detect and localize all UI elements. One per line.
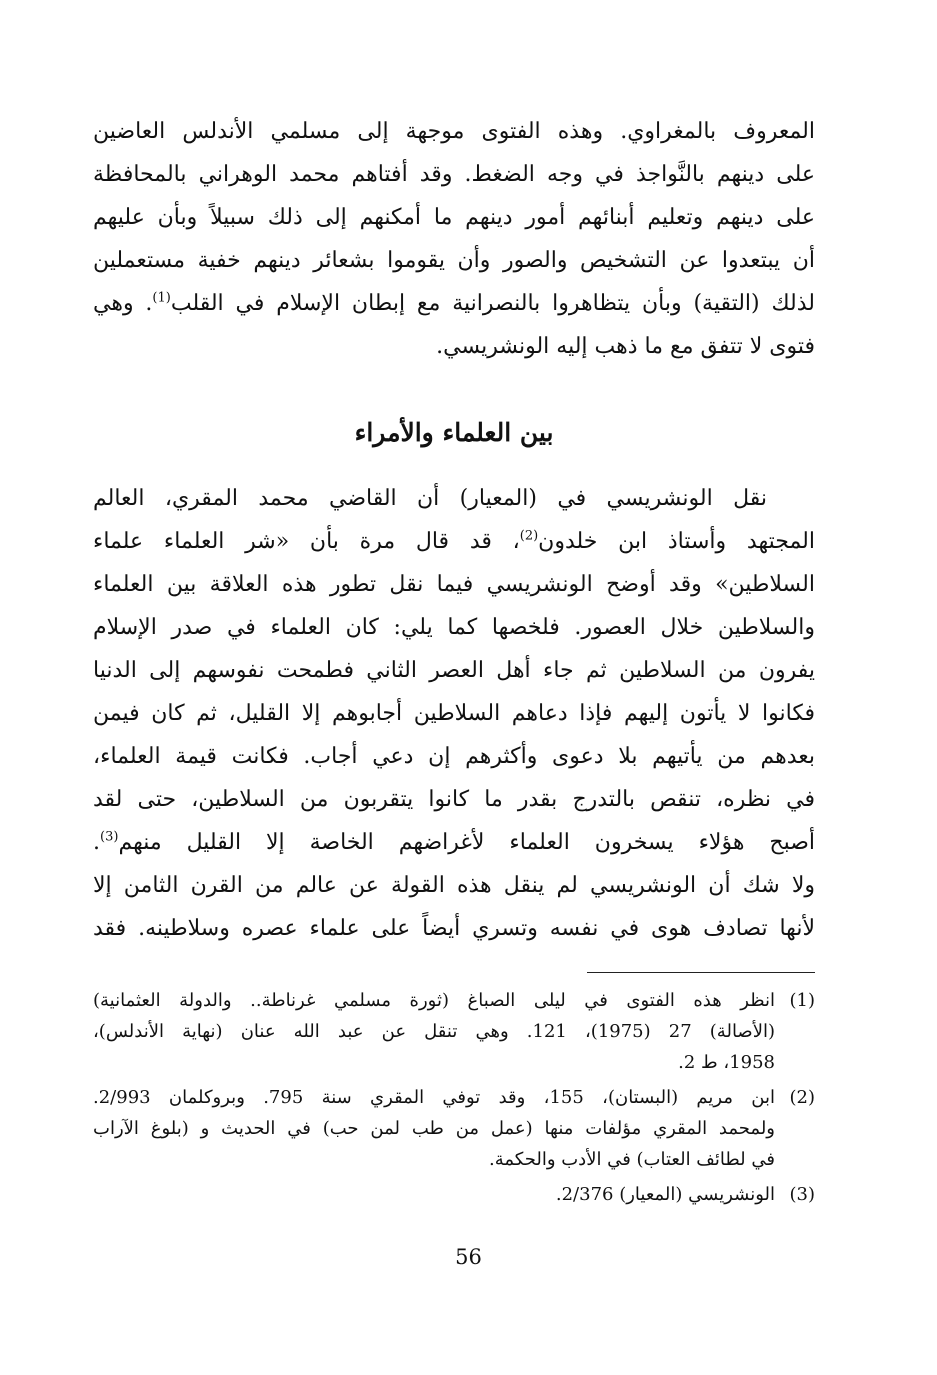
footnote-number: (2) bbox=[789, 1087, 815, 1108]
text-line: على دينهم وتعليم أبنائهم أمور دينهم ما أمكنهم إلى ذلك سبيلاً وبأن عليهم bbox=[93, 205, 815, 230]
text-line bbox=[93, 520, 815, 563]
footnote-number: (1) bbox=[789, 990, 815, 1011]
footnote-number: (3) bbox=[789, 1184, 815, 1205]
footnote-line: ولمحمد المقري مؤلفات منها (عمل من طب لمن حب) في الحديث و (بلوغ الآراب bbox=[93, 1118, 775, 1139]
footnote-divider-wrap bbox=[93, 950, 815, 985]
footnote-line: 1958، ط 2. bbox=[678, 1052, 775, 1073]
footnote-ref-1: (1) bbox=[152, 290, 171, 306]
footnote-divider bbox=[587, 972, 815, 973]
text-line: بعدهم من يأتيهم بلا دعوى وأكثرهم إن دعي أجاب. فكانت قيمة العلماء، bbox=[93, 744, 815, 769]
section-heading: بين العلماء والأمراء bbox=[354, 418, 554, 447]
text-line: أن يبتعدوا عن التشخيص والصور وأن يقوموا بشعائر دينهم خفية مستعملين bbox=[93, 248, 815, 273]
text-line bbox=[93, 821, 815, 864]
footnote-ref-2: (2) bbox=[519, 528, 539, 544]
text-line: في نظره، تنقص بالتدرج بقدر ما كانوا يتقربون من السلاطين، حتى لقد bbox=[93, 787, 815, 812]
paragraph-2 bbox=[93, 477, 815, 950]
footnote-1 bbox=[93, 985, 815, 1078]
page-body bbox=[93, 110, 815, 1214]
text-segment: لذلك (التقية) وبأن يتظاهروا بالنصرانية مع إبطان الإسلام في القلب bbox=[170, 291, 815, 316]
footnote-line: في لطائف العتاب) في الأدب والحكمة. bbox=[489, 1149, 775, 1170]
text-line: المعروف بالمغراوي. وهذه الفتوى موجهة إلى مسلمي الأندلس العاضين bbox=[93, 119, 815, 144]
paragraph-1 bbox=[93, 110, 815, 368]
footnotes bbox=[93, 985, 815, 1210]
text-line: ولا شك أن الونشريسي لم ينقل هذه القولة عن عالم من القرن الثامن إلا bbox=[93, 873, 815, 898]
footnote-line: انظر هذه الفتوى في ليلى الصباغ (ثورة مسلمي غرناطة.. والدولة العثمانية) bbox=[93, 990, 775, 1011]
footnote-ref-3: (3) bbox=[100, 829, 119, 845]
footnote-line: الونشريسي (المعيار) 2/376. bbox=[555, 1184, 775, 1205]
footnote-2 bbox=[93, 1082, 815, 1175]
text-line: نقل الونشريسي في (المعيار) أن القاضي محمد المقري، العالم bbox=[93, 486, 767, 511]
footnote-text bbox=[93, 1179, 775, 1210]
text-line: فكانوا لا يأتون إليهم فإذا دعاهم السلاطين أجابوهم إلا القليل، ثم كان فيمن bbox=[93, 701, 815, 726]
text-segment: المجتهد وأستاذ ابن خلدون bbox=[538, 529, 815, 554]
footnote-line: ابن مريم (البستان)، 155، وقد توفي المقري سنة 795. وبروكلمان 2/993. bbox=[93, 1087, 775, 1108]
text-line: يفرون من السلاطين ثم جاء أهل العصر الثاني فطمحت نفوسهم إلى الدنيا bbox=[93, 658, 815, 683]
text-line: على دينهم بالنَّواجذ في وجه الضغط. وقد أفتاهم محمد الوهراني بالمحافظة bbox=[93, 162, 815, 187]
text-line: لأنها تصادف هوى في نفسه وتسري أيضاً على علماء عصره وسلاطينه. فقد bbox=[93, 916, 815, 941]
text-segment: . bbox=[93, 830, 100, 855]
page-number: 56 bbox=[455, 1245, 482, 1269]
footnote-line: (الأصالة) 27 (1975)، 121. وهي تنقل عن عبد الله عنان (نهاية الأندلس)، bbox=[93, 1021, 775, 1042]
text-segment: . وهي bbox=[93, 291, 153, 316]
footnote-text bbox=[93, 1082, 775, 1175]
footnote-3 bbox=[93, 1179, 815, 1210]
footnote-text bbox=[93, 985, 775, 1078]
text-segment: أصبح هؤلاء يسخرون العلماء لأغراضهم الخاصة إلا القليل منهم bbox=[118, 830, 815, 855]
text-line: والسلاطين خلال العصور. فلخصها كما يلي: كان العلماء في صدر الإسلام bbox=[93, 615, 815, 640]
text-line: السلاطين» وقد أوضح الونشريسي فيما نقل تطور هذه العلاقة بين العلماء bbox=[93, 572, 815, 597]
text-line: فتوى لا تتفق مع ما ذهب إليه الونشريسي. bbox=[436, 334, 815, 359]
text-segment: ، قد قال مرة بأن «شر العلماء علماء bbox=[93, 529, 520, 554]
text-line bbox=[93, 282, 815, 325]
